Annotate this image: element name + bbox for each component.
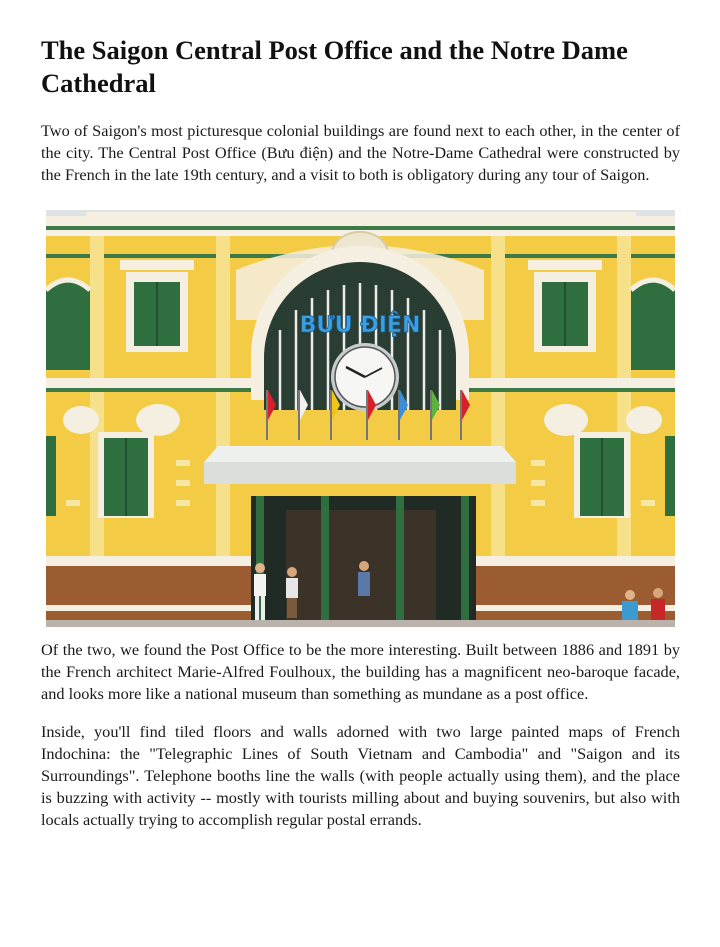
lower-right-window — [574, 432, 630, 518]
article — [41, 34, 680, 831]
post-office-photo — [46, 210, 675, 627]
upper-right-edge-window — [631, 280, 675, 370]
interior-paragraph: Inside, you'll find tiled floors and walls adorned with two large painted maps of French Indochina: the "Telegraphic Lines of South Vietnam and Cambodia" and "Saigon and its Surroundings". Telephone booths line the walls (with people actually using them), and the place is buzzing with activity -- mostly with tourists milling about and buying souvenirs, but also with locals actually trying to accomplish regular postal errands. — [41, 722, 680, 829]
lower-left-window — [98, 432, 154, 518]
upper-left-edge-window — [46, 280, 90, 370]
facade-base — [46, 556, 251, 627]
intro-paragraph: Two of Saigon's most picturesque colonial buildings are found next to each other, in the center of the city. The Central Post Office (Bưu điện) and the Notre-Dame Cathedral were constructed by the French in the late 19th century, and a visit to both is obligatory during any tour of Saigon. — [41, 121, 680, 184]
article-title: The Saigon Central Post Office and the Notre Dame Cathedral — [41, 35, 628, 98]
upper-left-window — [120, 260, 194, 352]
entrance-canopy — [204, 446, 516, 462]
upper-right-window — [528, 260, 602, 352]
post-office-paragraph: Of the two, we found the Post Office to be the more interesting. Built between 1886 and 1891 by the French architect Marie-Alfred Foulhoux, the building has a magnificent neo-baroque facade, and looks more like a national museum than something as mundane as a post office. — [41, 640, 680, 703]
buu-dien-sign: BƯU ĐIỆN — [299, 313, 421, 338]
